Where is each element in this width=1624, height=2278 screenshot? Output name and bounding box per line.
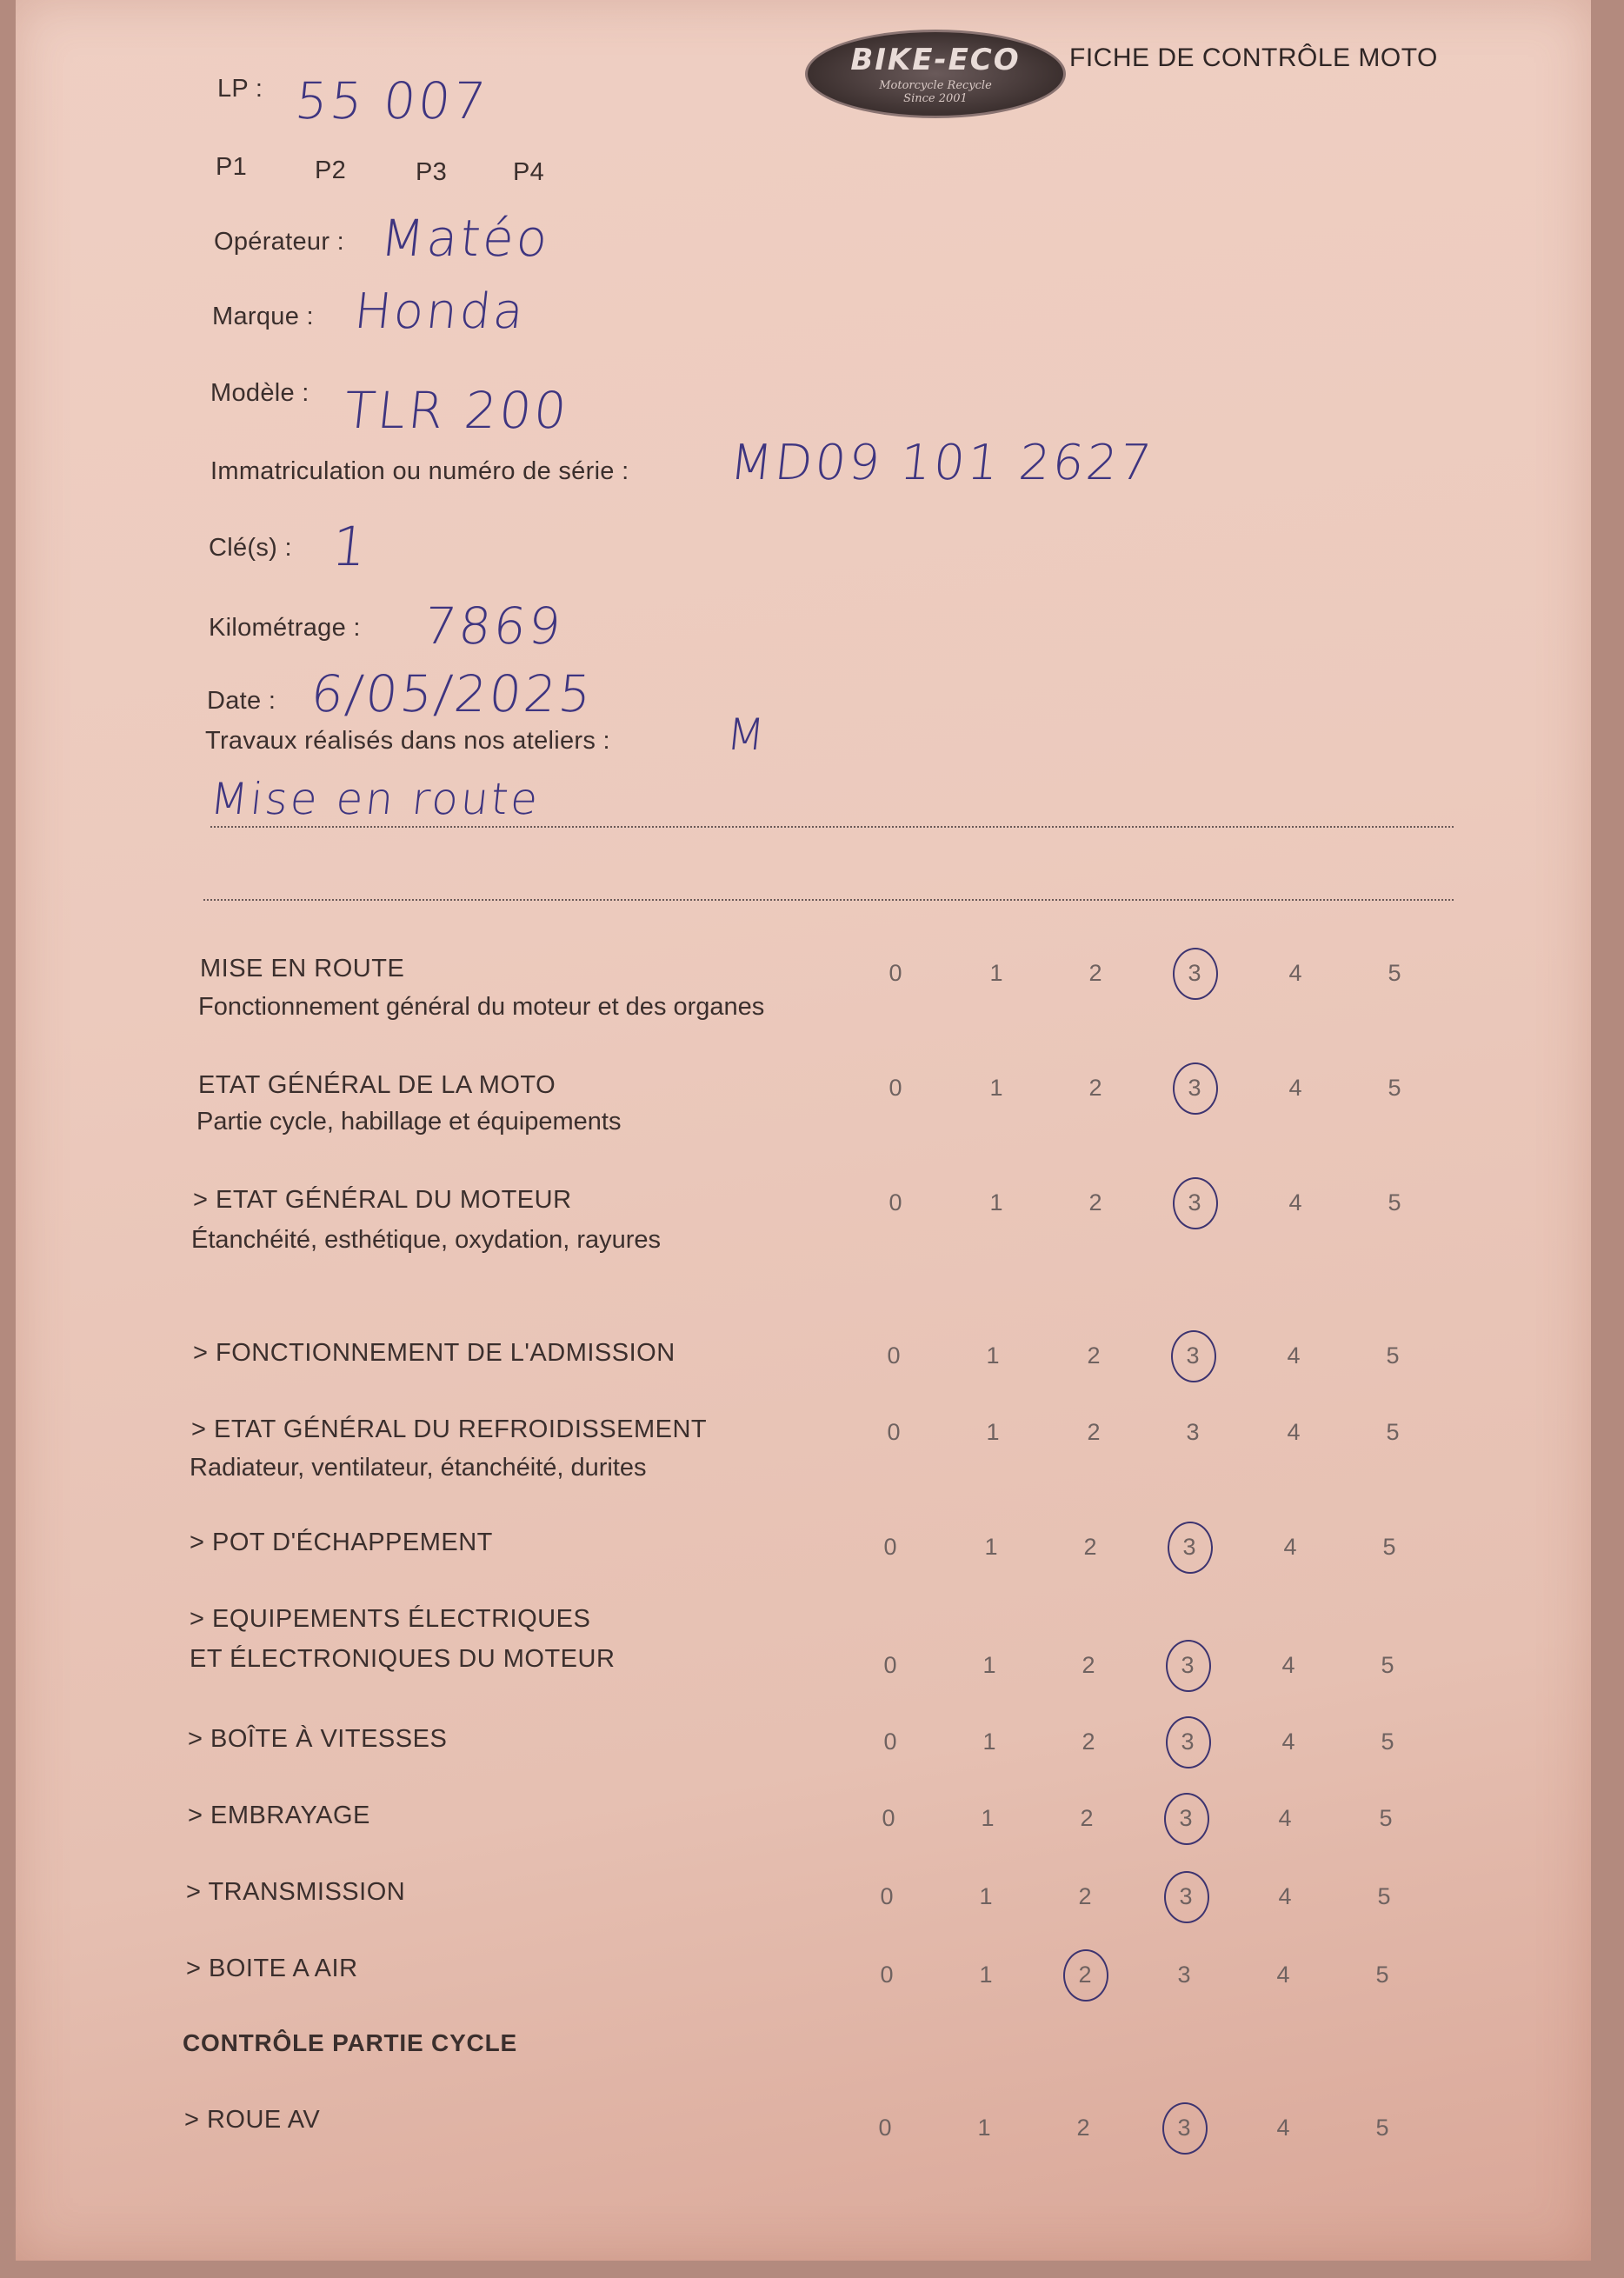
rating-value-2: 2 <box>1088 960 1102 986</box>
cles-value: 1 <box>329 515 373 578</box>
rating-value-3: 3 <box>1179 1805 1193 1831</box>
immatriculation-label: Immatriculation ou numéro de série : <box>210 457 629 485</box>
rating-value-5: 5 <box>1381 1652 1394 1678</box>
rating-circle-mark <box>1173 1177 1218 1229</box>
section-title: > ETAT GÉNÉRAL DU REFROIDISSEMENT <box>191 1415 708 1443</box>
rating-value-3: 3 <box>1186 1419 1200 1445</box>
position-p1: P1 <box>216 153 248 181</box>
rating-circle-mark <box>1168 1522 1213 1574</box>
rating-value-3: 3 <box>1181 1728 1195 1755</box>
rating-circle-mark <box>1164 1793 1209 1845</box>
section-subtitle: Étanchéité, esthétique, oxydation, rayures <box>191 1226 662 1254</box>
section-subtitle: Radiateur, ventilateur, étanchéité, durites <box>190 1454 647 1482</box>
rating-value-1: 1 <box>989 1075 1003 1101</box>
form-title: FICHE DE CONTRÔLE MOTO <box>1069 43 1438 72</box>
section-title: ETAT GÉNÉRAL DE LA MOTO <box>198 1071 556 1099</box>
rating-value-1: 1 <box>986 1419 1000 1445</box>
operateur-label: Opérateur : <box>214 228 344 256</box>
kilometrage-label: Kilométrage : <box>209 614 361 642</box>
rating-value-4: 4 <box>1287 1419 1301 1445</box>
rating-value-2: 2 <box>1088 1189 1102 1216</box>
section-title: > TRANSMISSION <box>186 1878 406 1906</box>
section-subtitle: Partie cycle, habillage et équipements <box>196 1108 622 1136</box>
inspection-sheet <box>16 0 1591 2261</box>
travaux-line-1 <box>210 826 1454 828</box>
rating-value-4: 4 <box>1287 1342 1301 1369</box>
rating-value-1: 1 <box>982 1652 996 1678</box>
section-title: > POT D'ÉCHAPPEMENT <box>190 1529 493 1556</box>
logo-tagline: Motorcycle Recycle Since 2001 <box>879 79 992 105</box>
rating-circle-mark <box>1166 1716 1211 1768</box>
rating-circle-mark <box>1173 1062 1218 1115</box>
section-title: > ROUE AV <box>184 2106 321 2134</box>
travaux-mark: M <box>723 709 770 760</box>
rating-value-0: 0 <box>883 1728 897 1755</box>
kilometrage-value: 7869 <box>421 596 567 656</box>
rating-value-1: 1 <box>979 1962 993 1988</box>
rating-value-4: 4 <box>1278 1883 1292 1909</box>
rating-value-2: 2 <box>1083 1534 1097 1560</box>
rating-value-2: 2 <box>1076 2115 1090 2141</box>
section-title: > BOÎTE À VITESSES <box>188 1725 448 1753</box>
rating-circle-mark <box>1162 2102 1208 2155</box>
section-title: MISE EN ROUTE <box>200 955 405 982</box>
rating-value-0: 0 <box>887 1342 901 1369</box>
rating-value-4: 4 <box>1281 1652 1295 1678</box>
date-value: 6/05/2025 <box>308 664 596 723</box>
rating-circle-mark <box>1164 1871 1209 1923</box>
position-p2: P2 <box>315 157 347 184</box>
modele-value: TLR 200 <box>341 381 572 440</box>
marque-label: Marque : <box>212 303 314 330</box>
rating-value-2: 2 <box>1078 1883 1092 1909</box>
rating-value-4: 4 <box>1288 1075 1302 1101</box>
lp-value: 55 007 <box>292 71 491 130</box>
rating-circle-mark <box>1063 1949 1108 2002</box>
rating-value-5: 5 <box>1388 960 1401 986</box>
rating-value-4: 4 <box>1283 1534 1297 1560</box>
travaux-value: Mise en route <box>207 774 543 824</box>
rating-value-3: 3 <box>1188 1075 1201 1101</box>
rating-value-5: 5 <box>1386 1342 1400 1369</box>
rating-value-4: 4 <box>1288 960 1302 986</box>
rating-circle-mark <box>1173 948 1218 1000</box>
section-title: > BOITE A AIR <box>186 1955 358 1982</box>
rating-value-2: 2 <box>1080 1805 1094 1831</box>
rating-value-3: 3 <box>1181 1652 1195 1678</box>
rating-value-1: 1 <box>984 1534 998 1560</box>
lp-label: LP : <box>217 75 263 103</box>
rating-value-5: 5 <box>1375 1962 1389 1988</box>
modele-label: Modèle : <box>210 379 309 407</box>
rating-value-1: 1 <box>989 960 1003 986</box>
rating-value-5: 5 <box>1388 1189 1401 1216</box>
rating-value-5: 5 <box>1381 1728 1394 1755</box>
operateur-value: Matéo <box>377 209 554 268</box>
rating-value-2: 2 <box>1078 1962 1092 1988</box>
rating-value-5: 5 <box>1382 1534 1396 1560</box>
rating-value-3: 3 <box>1186 1342 1200 1369</box>
rating-value-1: 1 <box>986 1342 1000 1369</box>
rating-value-1: 1 <box>979 1883 993 1909</box>
rating-value-1: 1 <box>977 2115 991 2141</box>
rating-value-5: 5 <box>1386 1419 1400 1445</box>
section-title: > FONCTIONNEMENT DE L'ADMISSION <box>193 1339 676 1367</box>
rating-value-0: 0 <box>878 2115 892 2141</box>
rating-value-5: 5 <box>1375 2115 1389 2141</box>
rating-value-3: 3 <box>1177 2115 1191 2141</box>
rating-value-0: 0 <box>880 1883 894 1909</box>
bike-eco-logo <box>805 30 1066 118</box>
rating-value-0: 0 <box>889 960 902 986</box>
rating-value-4: 4 <box>1276 1962 1290 1988</box>
rating-value-4: 4 <box>1278 1805 1292 1831</box>
section-title-line-2: ET ÉLECTRONIQUES DU MOTEUR <box>190 1645 616 1673</box>
rating-value-1: 1 <box>982 1728 996 1755</box>
marque-value: Honda <box>351 283 529 340</box>
logo-brand-text: BIKE-ECO <box>850 43 1021 77</box>
position-p4: P4 <box>513 158 545 186</box>
travaux-line-2 <box>203 899 1454 901</box>
rating-value-4: 4 <box>1276 2115 1290 2141</box>
rating-value-4: 4 <box>1288 1189 1302 1216</box>
rating-value-2: 2 <box>1088 1075 1102 1101</box>
section-subtitle: Fonctionnement général du moteur et des organes <box>198 993 765 1021</box>
date-label: Date : <box>207 687 276 715</box>
immatriculation-value: MD09 101 2627 <box>727 435 1157 491</box>
rating-value-3: 3 <box>1179 1883 1193 1909</box>
rating-value-0: 0 <box>887 1419 901 1445</box>
rating-value-2: 2 <box>1082 1728 1095 1755</box>
rating-value-3: 3 <box>1182 1534 1196 1560</box>
rating-value-0: 0 <box>889 1075 902 1101</box>
rating-value-3: 3 <box>1188 960 1201 986</box>
rating-value-4: 4 <box>1281 1728 1295 1755</box>
section-title: > EQUIPEMENTS ÉLECTRIQUES <box>190 1605 591 1633</box>
rating-value-5: 5 <box>1377 1883 1391 1909</box>
travaux-label: Travaux réalisés dans nos ateliers : <box>205 727 610 755</box>
section-title: > ETAT GÉNÉRAL DU MOTEUR <box>193 1186 572 1214</box>
rating-value-5: 5 <box>1388 1075 1401 1101</box>
rating-value-0: 0 <box>889 1189 902 1216</box>
rating-circle-mark <box>1166 1640 1211 1692</box>
cycle-section-title: CONTRÔLE PARTIE CYCLE <box>183 2029 517 2056</box>
cles-label: Clé(s) : <box>209 534 292 562</box>
rating-value-0: 0 <box>883 1534 897 1560</box>
rating-value-0: 0 <box>882 1805 895 1831</box>
rating-circle-mark <box>1171 1330 1216 1382</box>
rating-value-1: 1 <box>989 1189 1003 1216</box>
rating-value-0: 0 <box>883 1652 897 1678</box>
section-title: > EMBRAYAGE <box>188 1802 370 1829</box>
rating-value-5: 5 <box>1379 1805 1393 1831</box>
rating-value-2: 2 <box>1082 1652 1095 1678</box>
rating-value-2: 2 <box>1087 1342 1101 1369</box>
rating-value-1: 1 <box>981 1805 995 1831</box>
rating-value-3: 3 <box>1177 1962 1191 1988</box>
rating-value-0: 0 <box>880 1962 894 1988</box>
rating-value-3: 3 <box>1188 1189 1201 1216</box>
position-p3: P3 <box>416 158 448 186</box>
rating-value-2: 2 <box>1087 1419 1101 1445</box>
